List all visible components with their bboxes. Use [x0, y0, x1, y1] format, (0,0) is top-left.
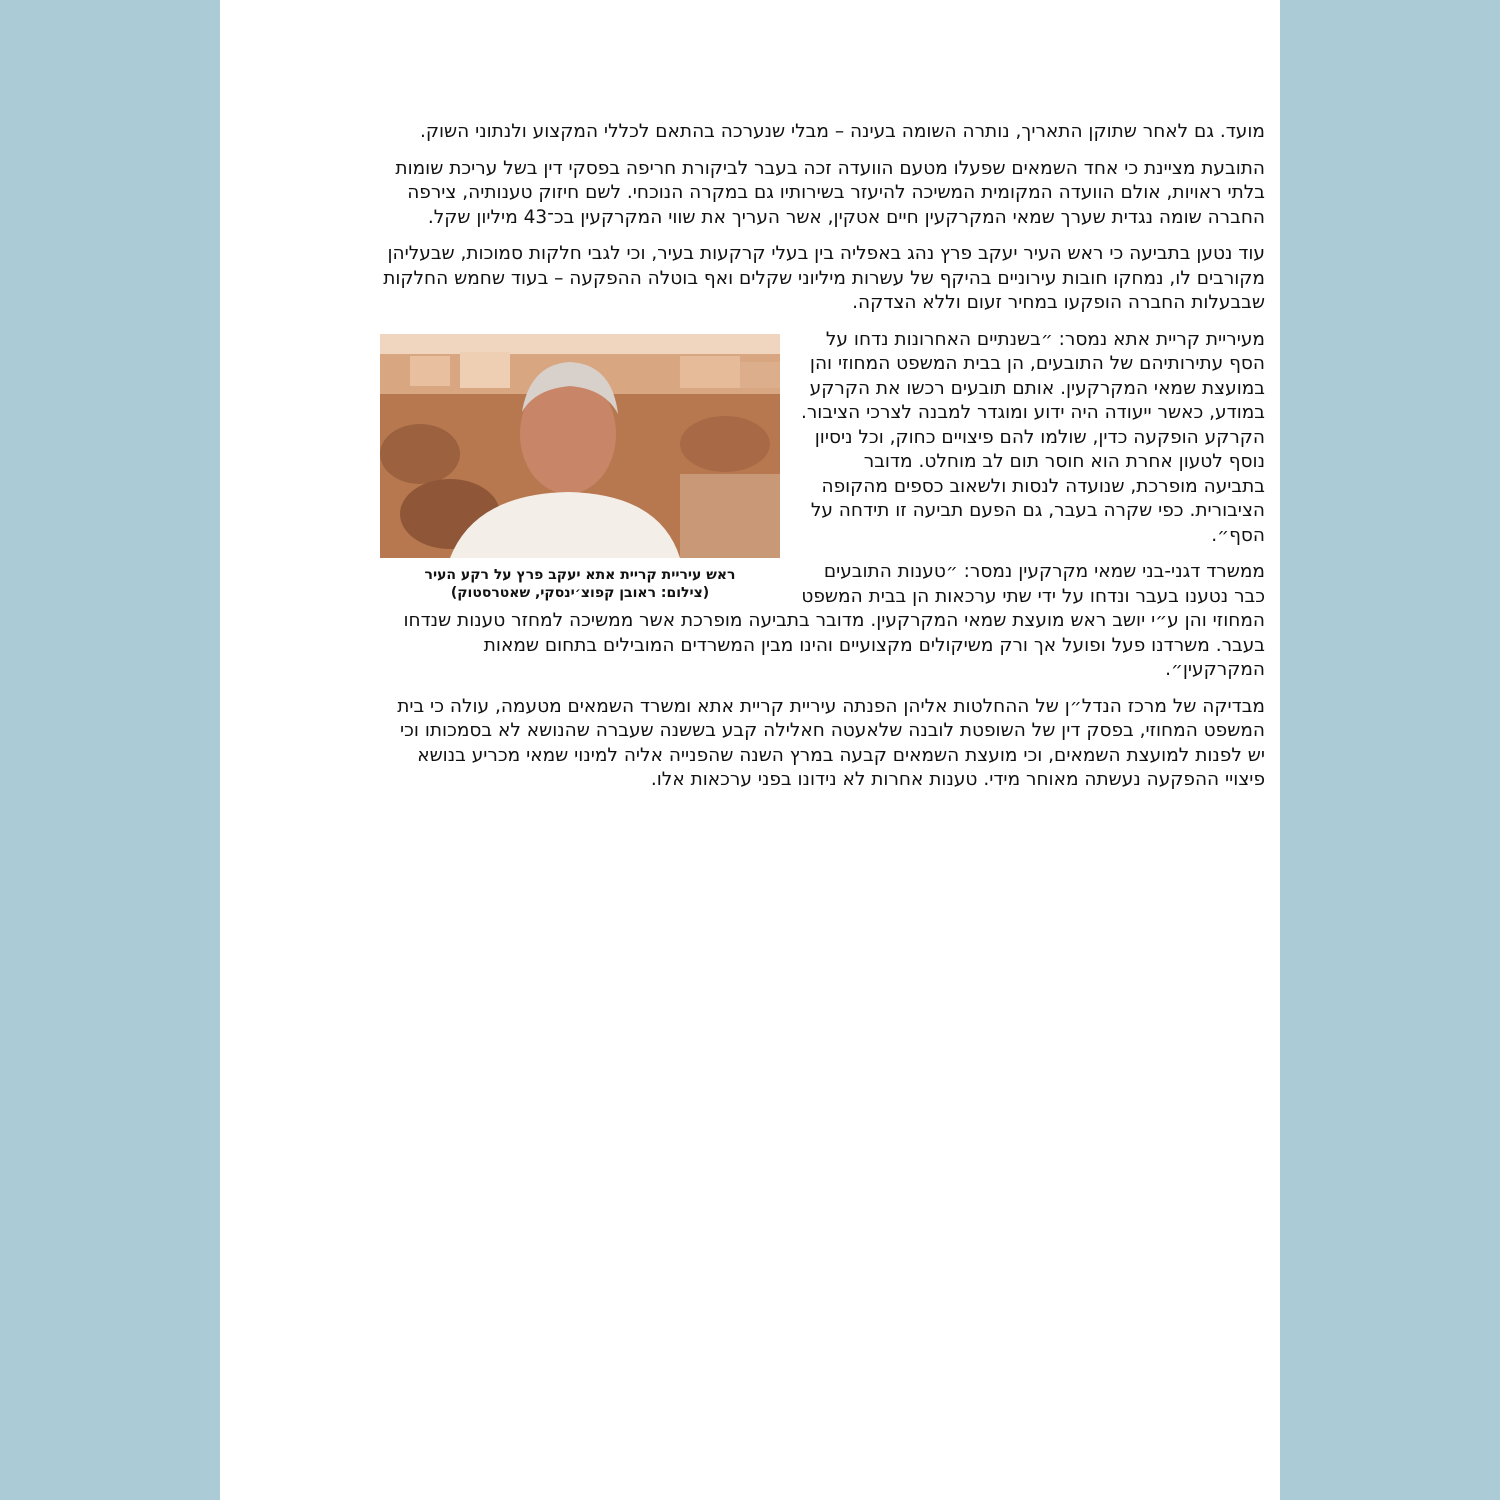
paragraph: עוד נטען בתביעה כי ראש העיר יעקב פרץ נהג באפליה בין בעלי קרקעות בעיר, וכי לגבי חלקות סמוכות, שבעליהן מקורבים לו, נמחקו חובות עירוניים בהיקף של עשרות מיליוני שקלים ואף בוטלה ההפקעה – בעוד שחמש החלקות שבבעלות החברה הופקעו במחיר זעום וללא הצדקה.	[383, 243, 1265, 313]
caption-title: ראש עיריית קריית אתא יעקב פרץ על רקע העיר	[424, 566, 736, 583]
photo-illustration	[380, 334, 780, 558]
paragraph: התובעת מציינת כי אחד השמאים שפעלו מטעם הוועדה זכה בעבר לביקורת חריפה בפסקי דין בשל עריכת שומות בלתי ראויות, אולם הוועדה המקומית המשיכה להיעזר בשירותיו גם במקרה הנוכחי. לשם חיזוק טענותיה, צירפה החברה שומה נגדית שערך שמאי המקרקעין חיים אטקין, אשר העריך את שווי המקרקעין בכ־43 מיליון שקל.	[395, 157, 1265, 228]
caption-credit: (צילום: ראובן קפוצ׳ינסקי, שאטרסטוק)	[450, 584, 710, 601]
paragraph: ממשרד דגני-בני שמאי מקרקעין נמסר: ״טענות התובעים כבר נטענו בעבר ונדחו על ידי שתי ערכאות הן בבית המשפט המחוזי והן ע״י יושב ראש מועצת שמאי המקרקעין. מדובר בתביעה מופרכת אשר ממשיכה למחזר טענות שנדחו בעבר. משרדנו פעל ופועל אך ורק משיקולים מקצועיים והינו מבין המשרדים המובילים בתחום שמאות המקרקעין״.	[403, 561, 1265, 680]
mayor-photo	[380, 334, 780, 558]
paragraph: מועד. גם לאחר שתוקן התאריך, נותרה השומה בעינה – מבלי שנערכה בהתאם לכללי המקצוע ולנתוני השוק.	[419, 121, 1265, 142]
photo-caption	[380, 566, 780, 602]
article-figure	[380, 334, 780, 602]
paragraph: מעיריית קריית אתא נמסר: ״בשנתיים האחרונות נדחו על הסף עתירותיהם של התובעים, הן בבית המשפט המחוזי והן במועצת שמאי המקרקעין. אותם תובעים רכשו את הקרקע במודע, כאשר ייעודה היה ידוע ומוגדר למבנה לצרכי הציבור. הקרקע הופקעה כדין, שולמו להם פיצויים כחוק, וכל ניסיון נוסף לטעון אחרת הוא חוסר תום לב מוחלט. מדובר בתביעה מופרכת, שנועדה לנסות ולשאוב כספים מהקופה הציבורית. כפי שקרה בעבר, גם הפעם תביעה זו תידחה על הסף״.	[800, 328, 1265, 546]
article-body	[380, 120, 1265, 805]
document-page	[220, 0, 1280, 1500]
paragraph: מבדיקה של מרכז הנדל״ן של ההחלטות אליהן הפנתה עיריית קריית אתא ומשרד השמאים מטעמה, עולה כי בית המשפט המחוזי, בפסק דין של השופטת לובנה שלאעטה חאלילה קבע בששנה שעברה שהנושא לא בסמכותו וכי יש לפנות למועצת השמאים, וכי מועצת השמאים קבעה במרץ השנה שהפנייה אליה למינוי שמאי מכריע בנושא פיצויי ההפקעה נעשתה מאוחר מידי. טענות אחרות לא נידונו בפני ערכאות אלו.	[397, 695, 1265, 790]
